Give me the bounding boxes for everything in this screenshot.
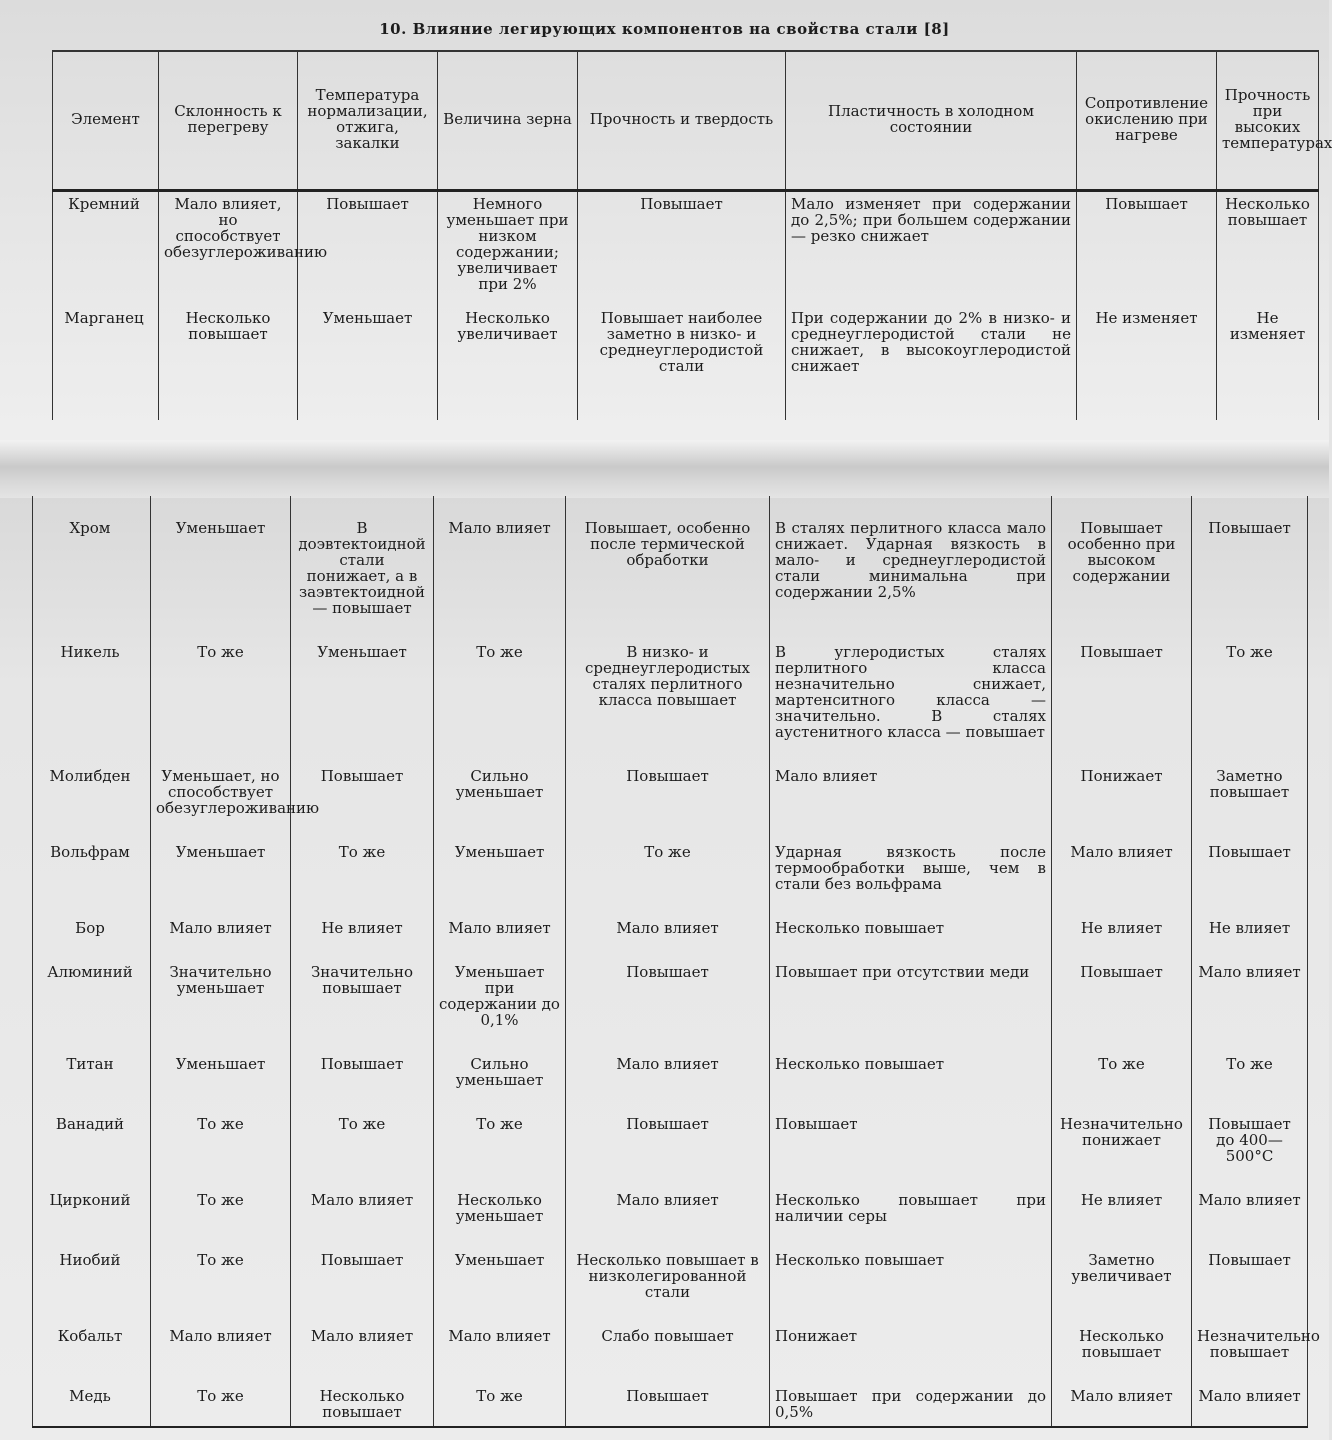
table-row xyxy=(53,191,1319,307)
cell-oxidation: Несколько повышает xyxy=(1052,1306,1192,1366)
table-row xyxy=(33,1094,1308,1170)
cell-grain: Сильно уменьшает xyxy=(434,1034,566,1094)
cell-grain: Несколько уменьшает xyxy=(434,1170,566,1230)
cell-strength: Повышает xyxy=(566,1366,770,1427)
cell-overheating: Уменьшает, но способствует обезуглероживанию xyxy=(151,746,291,822)
cell-oxidation: Повышает xyxy=(1052,622,1192,746)
cell-element: Марганец xyxy=(53,306,159,420)
cell-hot-strength: Мало влияет xyxy=(1192,942,1308,1034)
cell-strength: Повышает xyxy=(566,1094,770,1170)
table-bottom-body xyxy=(33,496,1320,1427)
cell-grain: Сильно уменьшает xyxy=(434,746,566,822)
column-header-grain: Величина зерна xyxy=(438,51,578,191)
cell-temperature: Не влияет xyxy=(291,898,434,942)
cell-element: Титан xyxy=(33,1034,151,1094)
table-row xyxy=(33,942,1308,1034)
cell-hot-strength: То же xyxy=(1192,1034,1308,1094)
cell-grain: То же xyxy=(434,1366,566,1427)
cell-temperature: Повышает xyxy=(298,191,438,307)
cell-temperature: Повышает xyxy=(291,1230,434,1306)
column-header-overheating: Склонность к перегреву xyxy=(159,51,298,191)
cell-element: Молибден xyxy=(33,746,151,822)
cell-hot-strength: Мало влияет xyxy=(1192,1366,1308,1427)
cell-overheating: Уменьшает xyxy=(151,496,291,622)
cell-hot-strength: Несколько повышает xyxy=(1217,191,1319,307)
cell-grain: Мало влияет xyxy=(434,1306,566,1366)
table-row xyxy=(33,822,1308,898)
cell-hot-strength: Заметно повышает xyxy=(1192,746,1308,822)
cell-strength: Несколько повышает в низколегированной стали xyxy=(566,1230,770,1306)
cell-oxidation: Незначительно понижает xyxy=(1052,1094,1192,1170)
cell-plasticity: Ударная вязкость после термообработки выше, чем в стали без вольфрама xyxy=(770,822,1052,898)
cell-strength: Мало влияет xyxy=(566,1170,770,1230)
cell-oxidation: Повышает xyxy=(1052,942,1192,1034)
cell-element: Вольфрам xyxy=(33,822,151,898)
cell-overheating: Несколько повышает xyxy=(159,306,298,420)
cell-hot-strength: То же xyxy=(1192,622,1308,746)
cell-element: Ванадий xyxy=(33,1094,151,1170)
cell-overheating: Мало влияет xyxy=(151,898,291,942)
cell-strength: Повышает xyxy=(578,191,786,307)
cell-oxidation: Заметно увеличивает xyxy=(1052,1230,1192,1306)
cell-element: Алюминий xyxy=(33,942,151,1034)
cell-plasticity: Повышает при содержании до 0,5% xyxy=(770,1366,1052,1427)
cell-temperature: Повышает xyxy=(291,1034,434,1094)
cell-plasticity: Мало изменяет при содержании до 2,5%; при большем содержании — резко снижает xyxy=(786,191,1077,307)
cell-plasticity: В сталях перлитного класса мало снижает. Ударная вязкость в мало- и среднеуглеродистой стали минимальна при содержании 2,5% xyxy=(770,496,1052,622)
cell-temperature: Повышает xyxy=(291,746,434,822)
cell-temperature: В доэвтектоидной стали понижает, а в заэвтектоидной — повышает xyxy=(291,496,434,622)
cell-plasticity: Повышает xyxy=(770,1094,1052,1170)
cell-strength: Повышает xyxy=(566,746,770,822)
cell-strength: В низко- и среднеуглеродистых сталях перлитного класса повышает xyxy=(566,622,770,746)
table-top-body xyxy=(53,191,1319,421)
cell-overheating: Значительно уменьшает xyxy=(151,942,291,1034)
cell-oxidation: Повышает xyxy=(1077,191,1217,307)
cell-hot-strength: Повышает до 400—500°С xyxy=(1192,1094,1308,1170)
table-title: 10. Влияние легирующих компонентов на свойства стали [8] xyxy=(379,20,950,38)
cell-plasticity: Несколько повышает xyxy=(770,1034,1052,1094)
cell-oxidation: Не изменяет xyxy=(1077,306,1217,420)
cell-element: Кобальт xyxy=(33,1306,151,1366)
cell-hot-strength: Не изменяет xyxy=(1217,306,1319,420)
cell-oxidation: Не влияет xyxy=(1052,898,1192,942)
cell-strength: Повышает xyxy=(566,942,770,1034)
cell-oxidation: Не влияет xyxy=(1052,1170,1192,1230)
table-row xyxy=(33,1230,1308,1306)
cell-element: Хром xyxy=(33,496,151,622)
cell-element: Бор xyxy=(33,898,151,942)
cell-overheating: Уменьшает xyxy=(151,822,291,898)
table-row xyxy=(33,1366,1308,1427)
column-header-hot-strength: Прочность при высоких температурах xyxy=(1217,51,1319,191)
properties-table-bottom xyxy=(32,496,1320,1428)
cell-temperature: Уменьшает xyxy=(291,622,434,746)
cell-plasticity: Повышает при отсутствии меди xyxy=(770,942,1052,1034)
cell-element: Цирконий xyxy=(33,1170,151,1230)
cell-oxidation: Повышает особенно при высоком содержании xyxy=(1052,496,1192,622)
cell-strength: Слабо повышает xyxy=(566,1306,770,1366)
cell-temperature: То же xyxy=(291,1094,434,1170)
cell-strength: Повышает, особенно после термической обработки xyxy=(566,496,770,622)
cell-grain: То же xyxy=(434,622,566,746)
cell-oxidation: Мало влияет xyxy=(1052,1366,1192,1427)
cell-grain: То же xyxy=(434,1094,566,1170)
cell-temperature: Мало влияет xyxy=(291,1170,434,1230)
column-header-temperature: Температура нормализации, отжига, закалки xyxy=(298,51,438,191)
column-header-plasticity: Пластичность в холодном состоянии xyxy=(786,51,1077,191)
table-row xyxy=(33,1170,1308,1230)
cell-temperature: Несколько повышает xyxy=(291,1366,434,1427)
cell-temperature: Значительно повышает xyxy=(291,942,434,1034)
table-row xyxy=(33,1306,1308,1366)
cell-plasticity: Несколько повышает xyxy=(770,1230,1052,1306)
cell-temperature: То же xyxy=(291,822,434,898)
header-row xyxy=(53,51,1319,191)
cell-strength: Мало влияет xyxy=(566,898,770,942)
cell-hot-strength: Мало влияет xyxy=(1192,1170,1308,1230)
cell-overheating: Мало влияет, но способствует обезуглероживанию xyxy=(159,191,298,307)
cell-strength: То же xyxy=(566,822,770,898)
page-fold xyxy=(0,440,1329,500)
cell-overheating: Мало влияет xyxy=(151,1306,291,1366)
cell-hot-strength: Не влияет xyxy=(1192,898,1308,942)
cell-plasticity: В углеродистых сталях перлитного класса незначительно снижает, мартенситного класса — значительно. В сталях аустенитного класса — повышает xyxy=(770,622,1052,746)
cell-plasticity: Понижает xyxy=(770,1306,1052,1366)
cell-hot-strength: Повышает xyxy=(1192,822,1308,898)
cell-element: Никель xyxy=(33,622,151,746)
cell-grain: Мало влияет xyxy=(434,496,566,622)
cell-hot-strength: Незначительно повышает xyxy=(1192,1306,1308,1366)
cell-plasticity: Мало влияет xyxy=(770,746,1052,822)
cell-grain: Уменьшает при содержании до 0,1% xyxy=(434,942,566,1034)
cell-element: Ниобий xyxy=(33,1230,151,1306)
cell-grain: Уменьшает xyxy=(434,1230,566,1306)
column-header-oxidation: Сопротивление окислению при нагреве xyxy=(1077,51,1217,191)
properties-table-top xyxy=(52,50,1332,420)
cell-overheating: То же xyxy=(151,1230,291,1306)
cell-oxidation: То же xyxy=(1052,1034,1192,1094)
table-row xyxy=(33,496,1308,622)
cell-oxidation: Понижает xyxy=(1052,746,1192,822)
table-row xyxy=(53,306,1319,420)
cell-overheating: То же xyxy=(151,1366,291,1427)
cell-strength: Повышает наиболее заметно в низко- и среднеуглеродистой стали xyxy=(578,306,786,420)
cell-overheating: То же xyxy=(151,1094,291,1170)
cell-overheating: То же xyxy=(151,1170,291,1230)
cell-grain: Мало влияет xyxy=(434,898,566,942)
cell-hot-strength: Повышает xyxy=(1192,1230,1308,1306)
cell-temperature: Мало влияет xyxy=(291,1306,434,1366)
cell-plasticity: Несколько повышает при наличии серы xyxy=(770,1170,1052,1230)
table-row xyxy=(33,1034,1308,1094)
cell-element: Кремний xyxy=(53,191,159,307)
cell-element: Медь xyxy=(33,1366,151,1427)
cell-plasticity: При содержании до 2% в низко- и среднеуглеродистой стали не снижает, в высокоуглеродистой снижает xyxy=(786,306,1077,420)
table-row xyxy=(33,746,1308,822)
column-header-strength: Прочность и твердость xyxy=(578,51,786,191)
cell-overheating: То же xyxy=(151,622,291,746)
cell-oxidation: Мало влияет xyxy=(1052,822,1192,898)
cell-grain: Немного уменьшает при низком содержании; увеличивает при 2% xyxy=(438,191,578,307)
table-row xyxy=(33,622,1308,746)
column-header-element: Элемент xyxy=(53,51,159,191)
table-row xyxy=(33,898,1308,942)
cell-grain: Несколько увеличивает xyxy=(438,306,578,420)
cell-hot-strength: Повышает xyxy=(1192,496,1308,622)
cell-overheating: Уменьшает xyxy=(151,1034,291,1094)
cell-plasticity: Несколько повышает xyxy=(770,898,1052,942)
cell-temperature: Уменьшает xyxy=(298,306,438,420)
cell-strength: Мало влияет xyxy=(566,1034,770,1094)
cell-grain: Уменьшает xyxy=(434,822,566,898)
